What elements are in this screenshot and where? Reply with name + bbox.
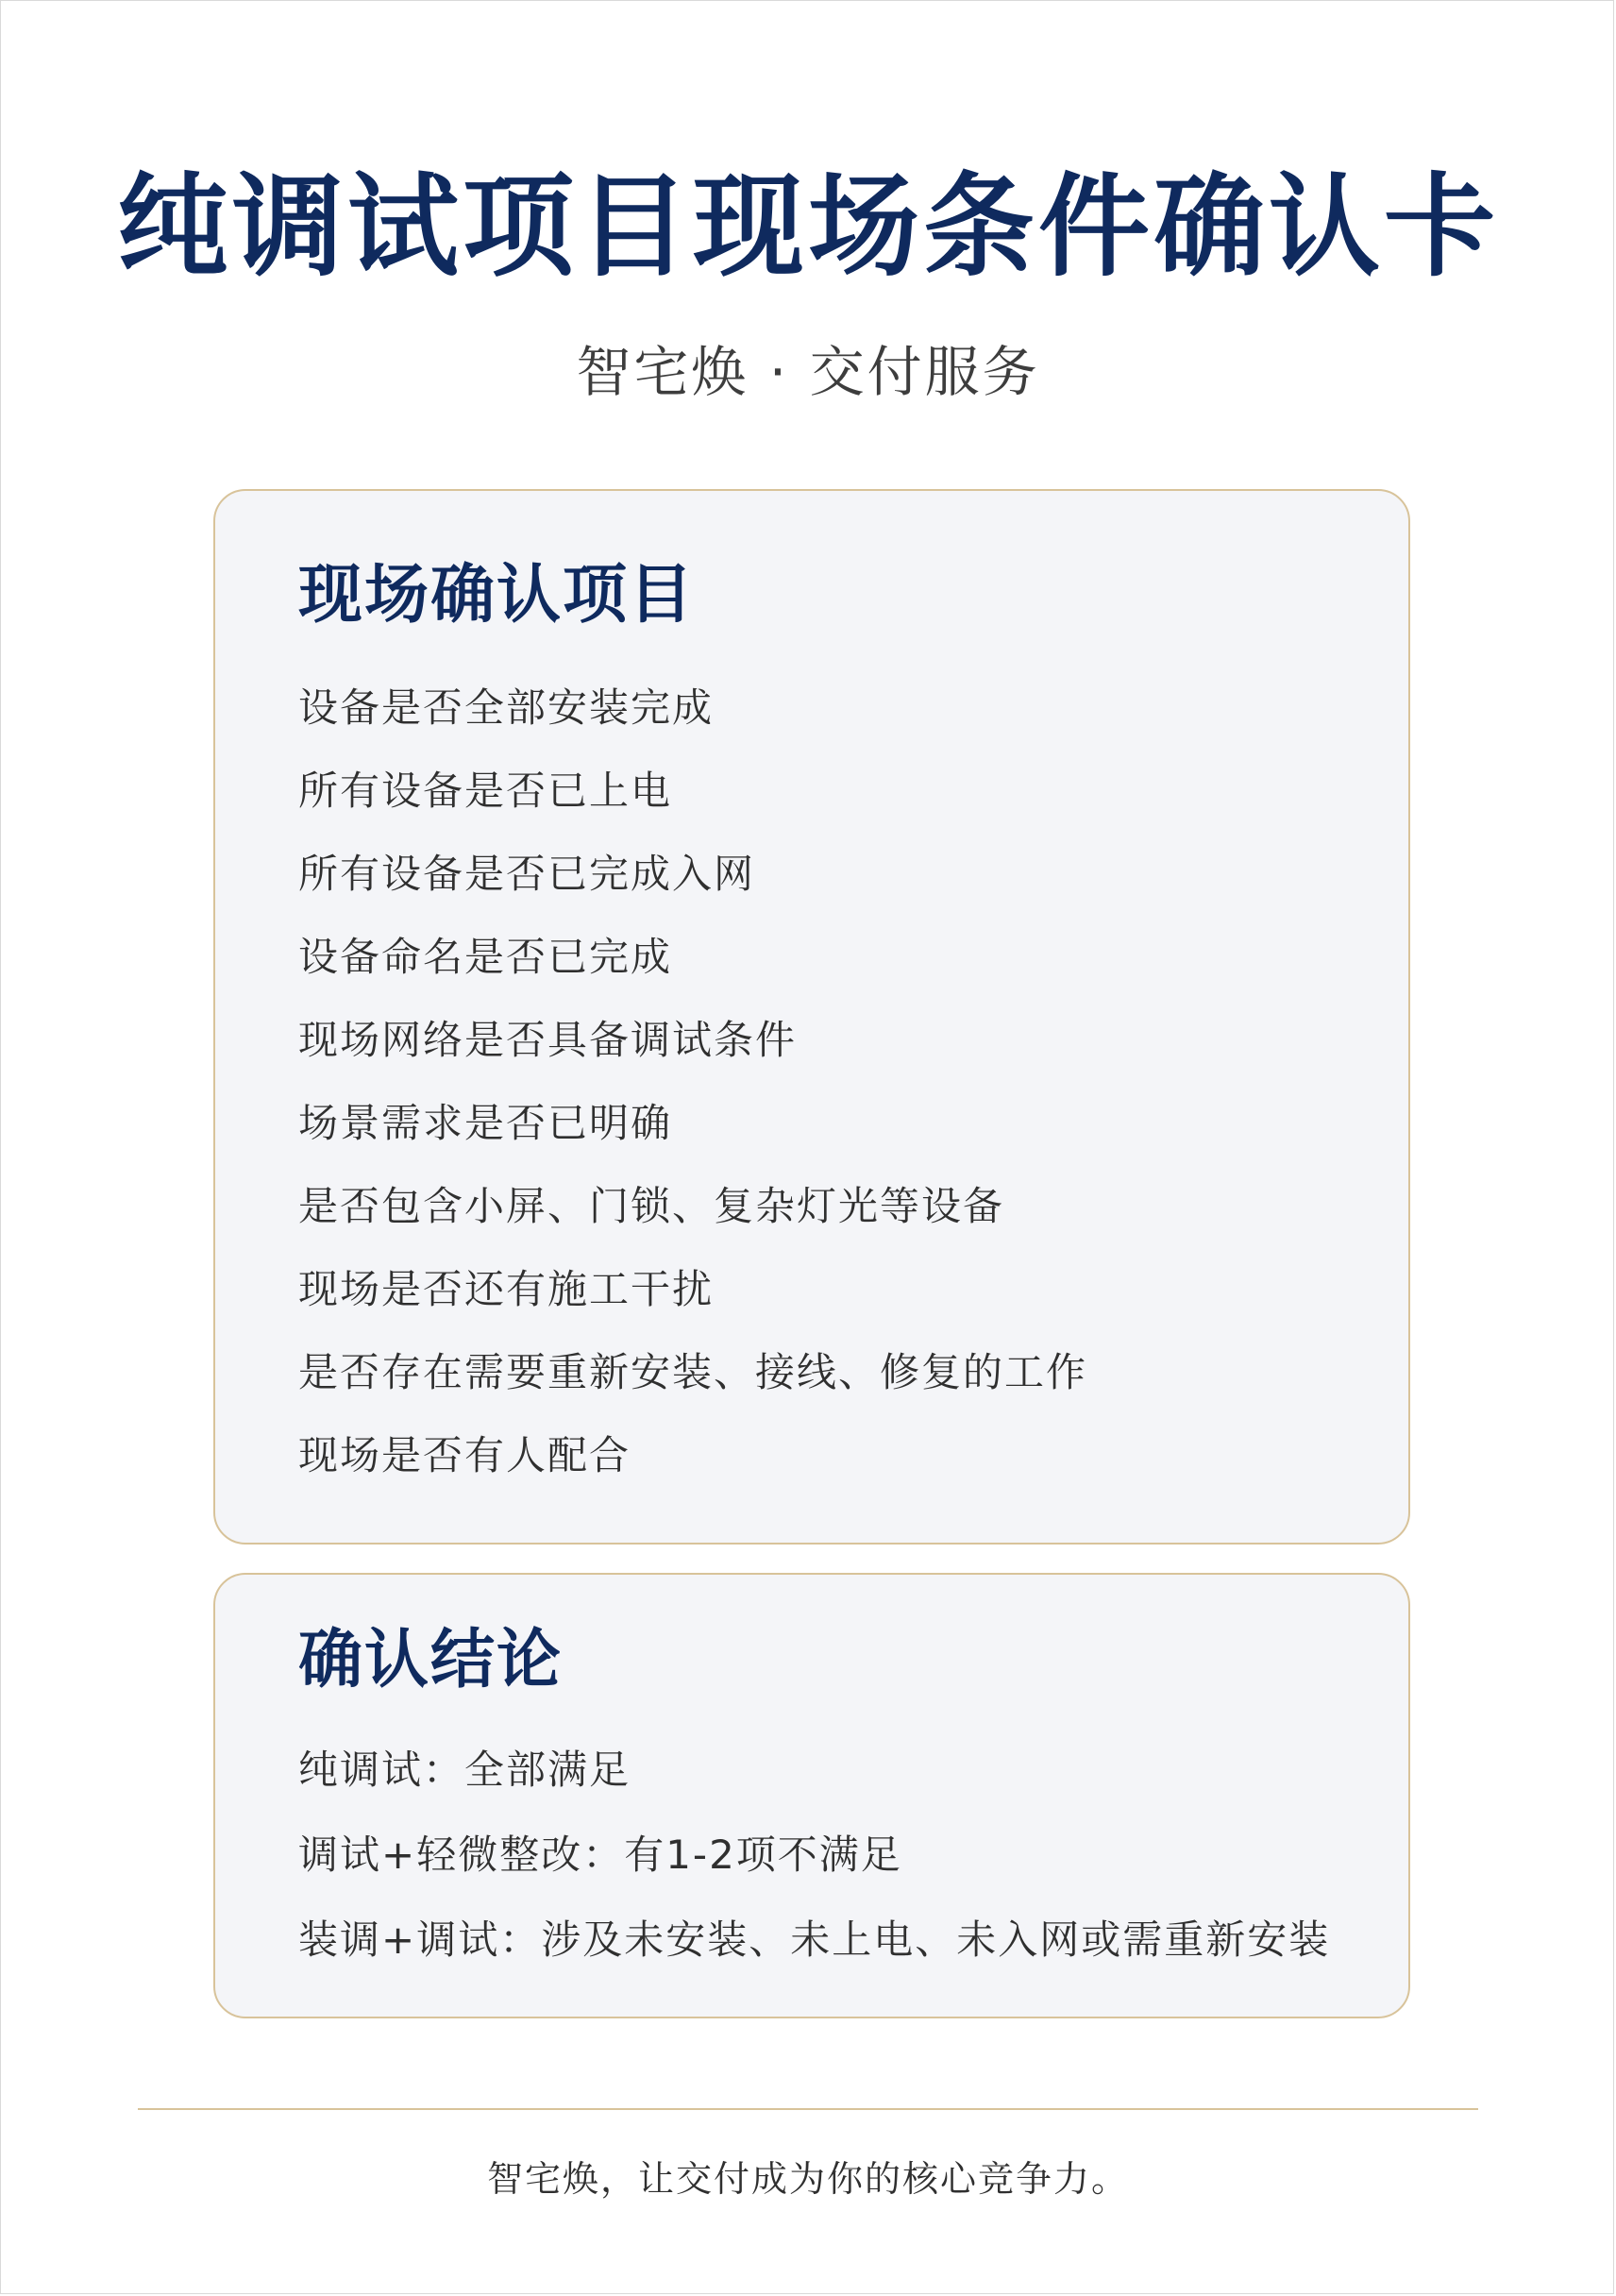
footer-slogan: 智宅焕，让交付成为你的核心竞争力。 [486,2158,1129,2200]
confirmation-items-card [213,489,1410,1545]
confirmation-items-list [298,667,1087,1497]
footer-divider [138,2108,1478,2110]
page-title: 纯调试项目现场条件确认卡 [116,161,1499,292]
confirmation-item: 现场是否有人配合 [298,1432,631,1478]
confirmation-item: 所有设备是否已完成入网 [298,851,756,897]
confirmation-item: 场景需求是否已明确 [298,1100,673,1146]
confirmation-item: 设备命名是否已完成 [298,934,673,980]
confirmation-item: 所有设备是否已上电 [298,768,673,814]
confirmation-item: 是否包含小屏、门锁、复杂灯光等设备 [298,1183,1005,1229]
confirmation-item: 是否存在需要重新安装、接线、修复的工作 [298,1349,1088,1395]
confirmation-item: 设备是否全部安装完成 [298,684,715,731]
conclusion-list [298,1728,1330,1983]
conclusion-card [213,1573,1410,2018]
page-subtitle: 智宅焕 · 交付服务 [576,340,1040,404]
conclusion-heading: 确认结论 [298,1623,564,1697]
conclusion-item: 调试+轻微整改：有1-2项不满足 [298,1832,902,1878]
confirmation-items-heading: 现场确认项目 [298,558,696,633]
confirmation-item: 现场是否还有施工干扰 [298,1266,715,1312]
confirmation-item: 现场网络是否具备调试条件 [298,1017,798,1063]
conclusion-item: 纯调试：全部满足 [298,1747,631,1793]
conclusion-item: 装调+调试：涉及未安装、未上电、未入网或需重新安装 [298,1916,1331,1963]
